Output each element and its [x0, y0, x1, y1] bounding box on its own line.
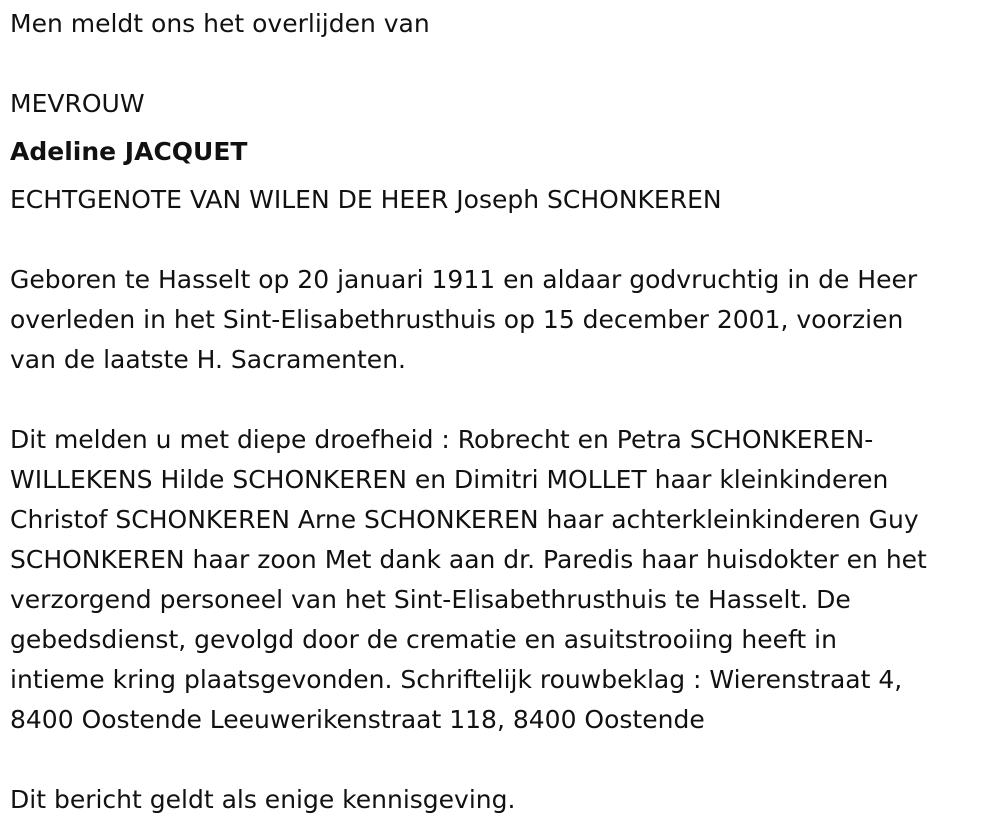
- paragraph-line: overleden in het Sint-Elisabethrusthuis op 15 december 2001, voorzien: [10, 305, 904, 334]
- paragraph-line: Geboren te Hasselt op 20 januari 1911 en aldaar godvruchtig in de Heer: [10, 265, 918, 294]
- deceased-name: Adeline JACQUET: [10, 137, 248, 166]
- intro-text: Men meldt ons het overlijden van: [10, 9, 430, 38]
- closing-text: Dit bericht geldt als enige kennisgeving.: [10, 785, 516, 814]
- honorific: MEVROUW: [10, 89, 145, 118]
- paragraph-line: intieme kring plaatsgevonden. Schriftelijk rouwbeklag : Wierenstraat 4,: [10, 665, 903, 694]
- paragraph-line: Christof SCHONKEREN Arne SCHONKEREN haar achterkleinkinderen Guy: [10, 505, 919, 534]
- paragraph-line: SCHONKEREN haar zoon Met dank aan dr. Paredis haar huisdokter en het: [10, 545, 927, 574]
- family-paragraph: [10, 420, 995, 740]
- paragraph-line: gebedsdienst, gevolgd door de crematie en asuitstrooiing heeft in: [10, 625, 837, 654]
- paragraph-line: 8400 Oostende Leeuwerikenstraat 118, 8400 Oostende: [10, 705, 705, 734]
- birth-death-paragraph: [10, 260, 995, 380]
- paragraph-line: WILLEKENS Hilde SCHONKEREN en Dimitri MOLLET haar kleinkinderen: [10, 465, 889, 494]
- paragraph-line: van de laatste H. Sacramenten.: [10, 345, 406, 374]
- spouse-line: ECHTGENOTE VAN WILEN DE HEER Joseph SCHONKEREN: [10, 185, 722, 214]
- paragraph-line: Dit melden u met diepe droefheid : Robrecht en Petra SCHONKEREN-: [10, 425, 874, 454]
- paragraph-line: verzorgend personeel van het Sint-Elisabethrusthuis te Hasselt. De: [10, 585, 851, 614]
